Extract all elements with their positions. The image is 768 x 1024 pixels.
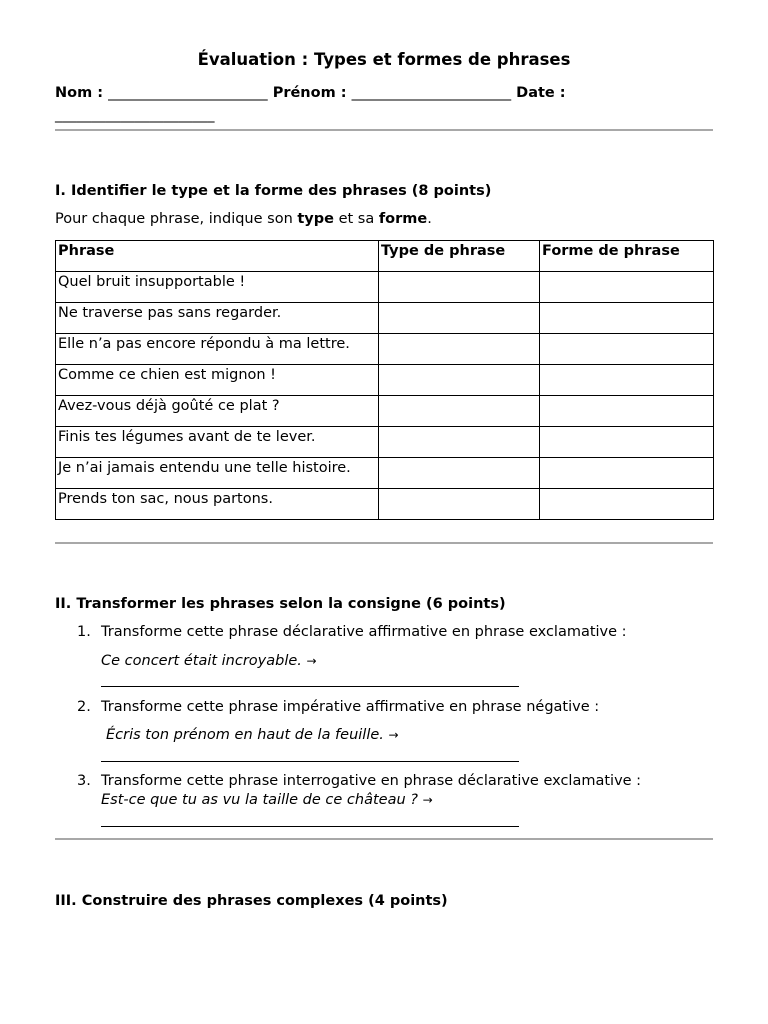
- forme-answer-cell[interactable]: [540, 396, 714, 427]
- intro-type: type: [297, 211, 334, 227]
- prenom-label: Prénom :: [272, 85, 347, 101]
- answer-line[interactable]: [101, 686, 519, 687]
- answer-line[interactable]: [101, 761, 519, 762]
- divider: [55, 542, 713, 544]
- item-example: [106, 727, 399, 743]
- example-text: Est-ce que tu as vu la taille de ce château ?: [101, 792, 418, 808]
- item-instruction: Transforme cette phrase déclarative affirmative en phrase exclamative :: [101, 624, 627, 640]
- type-answer-cell[interactable]: [379, 303, 540, 334]
- forme-answer-cell[interactable]: [540, 365, 714, 396]
- column-header: Phrase: [56, 241, 379, 272]
- table-row: [56, 427, 714, 458]
- forme-answer-cell[interactable]: [540, 427, 714, 458]
- phrase-cell: Avez-vous déjà goûté ce plat ?: [56, 396, 379, 427]
- nom-blank[interactable]: ______________________: [108, 85, 268, 101]
- page-title: Évaluation : Types et formes de phrases: [197, 50, 571, 69]
- item-example: [101, 653, 317, 669]
- forme-answer-cell[interactable]: [540, 489, 714, 520]
- divider: [55, 838, 713, 840]
- item-instruction: Transforme cette phrase interrogative en phrase déclarative exclamative :: [101, 773, 642, 789]
- type-answer-cell[interactable]: [379, 458, 540, 489]
- item-example: [101, 792, 433, 808]
- table-row: [56, 396, 714, 427]
- forme-answer-cell[interactable]: [540, 458, 714, 489]
- item-number: 1.: [77, 624, 91, 640]
- table-row: [56, 365, 714, 396]
- type-answer-cell[interactable]: [379, 272, 540, 303]
- identity-line: [55, 82, 713, 126]
- section-1-heading: I. Identifier le type et la forme des phrases (8 points): [55, 183, 492, 199]
- example-text: Écris ton prénom en haut de la feuille.: [106, 727, 384, 743]
- table-row: [56, 458, 714, 489]
- type-answer-cell[interactable]: [379, 365, 540, 396]
- item-number: 3.: [77, 773, 91, 789]
- phrase-cell: Elle n’a pas encore répondu à ma lettre.: [56, 334, 379, 365]
- phrase-cell: Quel bruit insupportable !: [56, 272, 379, 303]
- table-header-row: [56, 241, 714, 272]
- table-row: [56, 489, 714, 520]
- arrow-icon: →: [422, 793, 433, 807]
- column-header: Forme de phrase: [540, 241, 714, 272]
- date-label: Date :: [516, 85, 566, 101]
- type-answer-cell[interactable]: [379, 334, 540, 365]
- prenom-blank[interactable]: ______________________: [351, 85, 512, 101]
- item-instruction: Transforme cette phrase impérative affirmative en phrase négative :: [101, 699, 600, 715]
- intro-text: .: [427, 211, 432, 227]
- example-text: Ce concert était incroyable.: [101, 653, 302, 669]
- phrase-cell: Je n’ai jamais entendu une telle histoire.: [56, 458, 379, 489]
- table-row: [56, 334, 714, 365]
- section-3-heading: III. Construire des phrases complexes (4 points): [55, 893, 448, 909]
- item-number: 2.: [77, 699, 91, 715]
- phrase-cell: Prends ton sac, nous partons.: [56, 489, 379, 520]
- section-1-intro: [55, 211, 432, 227]
- date-blank[interactable]: ______________________: [55, 107, 215, 123]
- intro-text: et sa: [333, 211, 379, 227]
- nom-label: Nom :: [55, 85, 104, 101]
- phrase-table: [55, 240, 714, 520]
- type-answer-cell[interactable]: [379, 396, 540, 427]
- phrase-cell: Comme ce chien est mignon !: [56, 365, 379, 396]
- intro-text: Pour chaque phrase, indique son: [55, 211, 298, 227]
- table-row: [56, 272, 714, 303]
- table-row: [56, 303, 714, 334]
- phrase-cell: Ne traverse pas sans regarder.: [56, 303, 379, 334]
- forme-answer-cell[interactable]: [540, 272, 714, 303]
- forme-answer-cell[interactable]: [540, 303, 714, 334]
- type-answer-cell[interactable]: [379, 489, 540, 520]
- arrow-icon: →: [306, 654, 317, 668]
- column-header: Type de phrase: [379, 241, 540, 272]
- answer-line[interactable]: [101, 826, 519, 827]
- section-2-heading: II. Transformer les phrases selon la consigne (6 points): [55, 596, 506, 612]
- phrase-cell: Finis tes légumes avant de te lever.: [56, 427, 379, 458]
- type-answer-cell[interactable]: [379, 427, 540, 458]
- intro-forme: forme: [378, 211, 428, 227]
- forme-answer-cell[interactable]: [540, 334, 714, 365]
- arrow-icon: →: [388, 728, 399, 742]
- divider: [55, 129, 713, 131]
